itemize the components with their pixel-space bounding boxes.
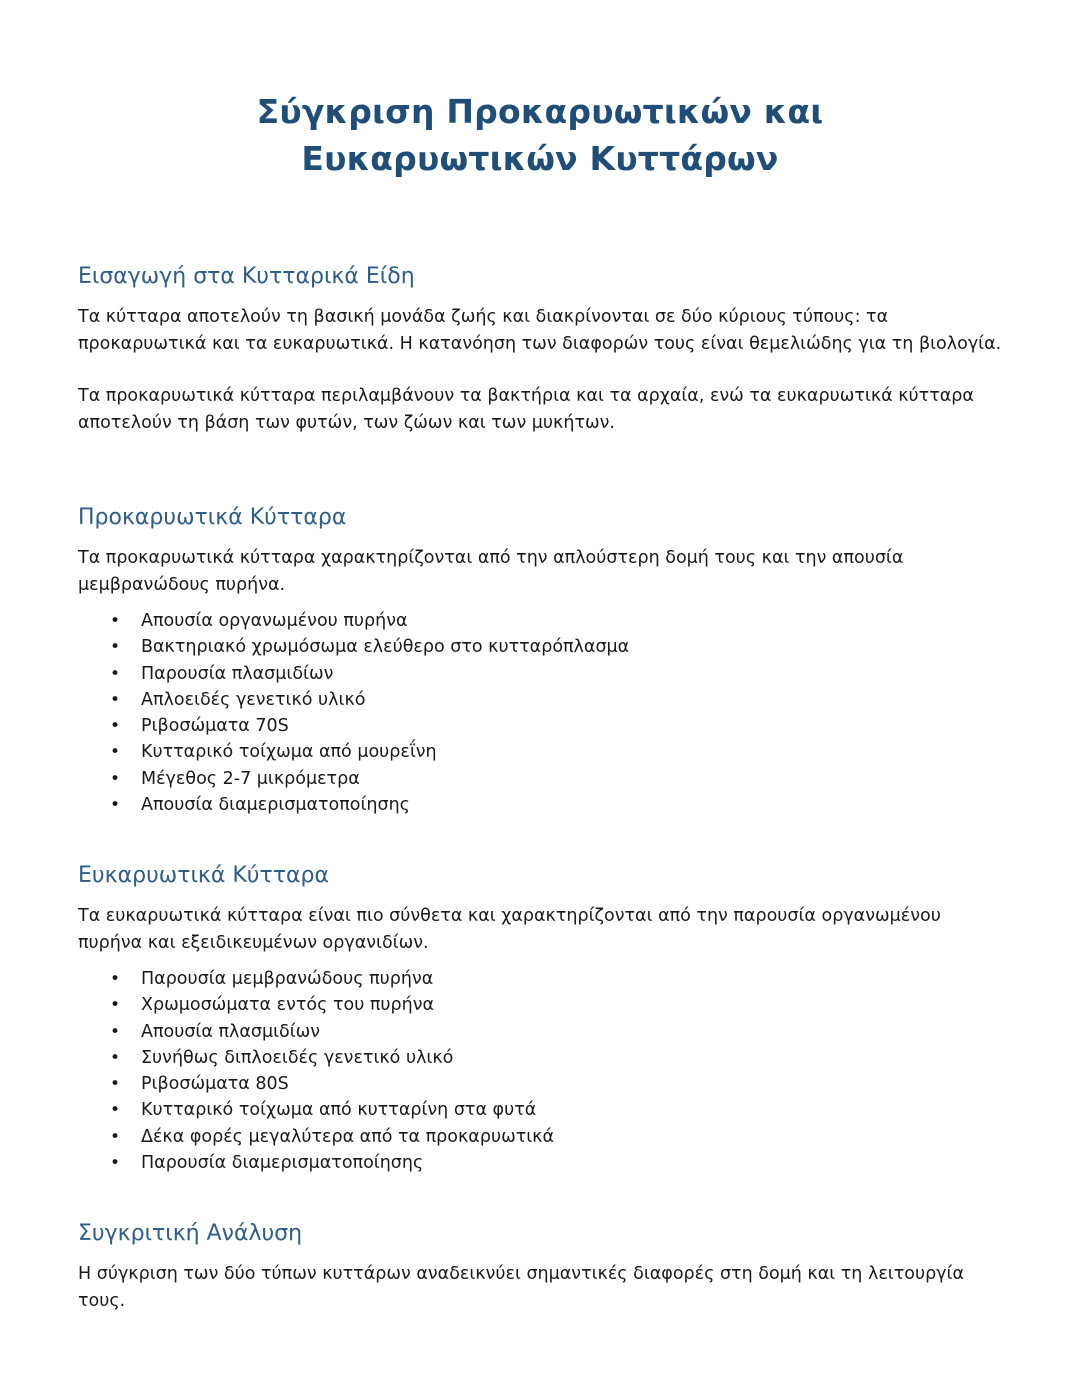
- section-heading-introduction: Εισαγωγή στα Κυτταρικά Είδη: [78, 264, 415, 289]
- document-title: Σύγκριση Προκαρυωτικών και Ευκαρυωτικών Κυττάρων: [256, 92, 824, 178]
- prokaryotic-list: [78, 608, 1008, 818]
- bullet-icon: •: [110, 663, 121, 684]
- list-item-text: Κυτταρικό τοίχωμα από κυτταρίνη στα φυτά: [141, 1100, 537, 1121]
- list-item: [78, 1097, 1008, 1123]
- list-item-text: Απουσία οργανωμένου πυρήνα: [141, 611, 408, 631]
- list-item-text: Ριβοσώματα 70S: [141, 716, 289, 737]
- list-item-text: Ριβοσώματα 80S: [141, 1074, 289, 1095]
- list-item-text: Μέγεθος 2-7 μικρόμετρα: [141, 768, 360, 789]
- list-item: [78, 1124, 1008, 1150]
- bullet-icon: •: [110, 1126, 121, 1147]
- eukaryotic-paragraph: Τα ευκαρυωτικά κύτταρα είναι πιο σύνθετα και χαρακτηρίζονται από την παρουσία οργανωμένου πυρήνα και εξειδικευμένων οργανιδίων.: [78, 906, 941, 953]
- bullet-icon: •: [110, 611, 121, 631]
- bullet-icon: •: [110, 637, 121, 658]
- list-item-text: Παρουσία διαμερισματοποίησης: [141, 1153, 424, 1174]
- bullet-icon: •: [110, 689, 121, 710]
- list-item: [78, 713, 1008, 739]
- list-item-text: Παρουσία πλασμιδίων: [141, 663, 334, 684]
- bullet-icon: •: [110, 1153, 121, 1174]
- list-item-text: Κυτταρικό τοίχωμα από μουρεΐνη: [141, 742, 437, 763]
- list-item: [78, 1150, 1008, 1176]
- list-item: [78, 1045, 1008, 1071]
- section-heading-prokaryotic: Προκαρυωτικά Κύτταρα: [78, 505, 347, 530]
- intro-paragraph-1: Τα κύτταρα αποτελούν τη βασική μονάδα ζωής και διακρίνονται σε δύο κύριους τύπους: τα προκαρυωτικά και τα ευκαρυωτικά. Η κατανόηση των διαφορών τους είναι θεμελιώδης για τη βιολογία.: [78, 307, 1002, 354]
- list-item-text: Χρωμοσώματα εντός του πυρήνα: [141, 995, 435, 1016]
- list-item: [78, 687, 1008, 713]
- list-item: [78, 1019, 1008, 1045]
- list-item-text: Δέκα φορές μεγαλύτερα από τα προκαρυωτικά: [141, 1126, 555, 1147]
- list-item: [78, 966, 1008, 992]
- bullet-icon: •: [110, 716, 121, 737]
- bullet-icon: •: [110, 969, 121, 989]
- bullet-icon: •: [110, 995, 121, 1016]
- list-item-text: Απουσία διαμερισματοποίησης: [141, 795, 410, 816]
- section-comparison: [78, 1219, 1008, 1314]
- bullet-icon: •: [110, 768, 121, 789]
- bullet-icon: •: [110, 1100, 121, 1121]
- list-item-text: Απλοειδές γενετικό υλικό: [141, 689, 366, 710]
- prokaryotic-paragraph: Τα προκαρυωτικά κύτταρα χαρακτηρίζονται από την απλούστερη δομή τους και την απουσία μεμβρανώδους πυρήνα.: [78, 548, 904, 595]
- list-item: [78, 766, 1008, 792]
- section-heading-eukaryotic: Ευκαρυωτικά Κύτταρα: [78, 863, 329, 888]
- bullet-icon: •: [110, 1021, 121, 1042]
- list-item: [78, 739, 1008, 765]
- intro-paragraph-2: Τα προκαρυωτικά κύτταρα περιλαμβάνουν τα βακτήρια και τα αρχαία, ενώ τα ευκαρυωτικά κύτταρα αποτελούν τη βάση των φυτών, των ζώων και των μυκήτων.: [78, 386, 974, 433]
- list-item: [78, 661, 1008, 687]
- bullet-icon: •: [110, 795, 121, 816]
- list-item-text: Βακτηριακό χρωμόσωμα ελεύθερο στο κυτταρόπλασμα: [141, 637, 630, 658]
- list-item-text: Παρουσία μεμβρανώδους πυρήνα: [141, 969, 434, 989]
- list-item: [78, 992, 1008, 1018]
- comparison-paragraph: Η σύγκριση των δύο τύπων κυττάρων αναδεικνύει σημαντικές διαφορές στη δομή και τη λειτουργία τους.: [78, 1264, 964, 1311]
- section-introduction: [78, 262, 1008, 436]
- list-item: [78, 634, 1008, 660]
- list-item-text: Συνήθως διπλοειδές γενετικό υλικό: [141, 1047, 454, 1068]
- list-item: [78, 1071, 1008, 1097]
- list-item: [78, 792, 1008, 818]
- eukaryotic-list: [78, 966, 1008, 1176]
- bullet-icon: •: [110, 742, 121, 763]
- list-item-text: Απουσία πλασμιδίων: [141, 1021, 321, 1042]
- section-eukaryotic: [78, 861, 1008, 1176]
- section-prokaryotic: [78, 503, 1008, 818]
- bullet-icon: •: [110, 1047, 121, 1068]
- section-heading-comparison: Συγκριτική Ανάλυση: [78, 1221, 303, 1246]
- list-item: [78, 608, 1008, 634]
- bullet-icon: •: [110, 1074, 121, 1095]
